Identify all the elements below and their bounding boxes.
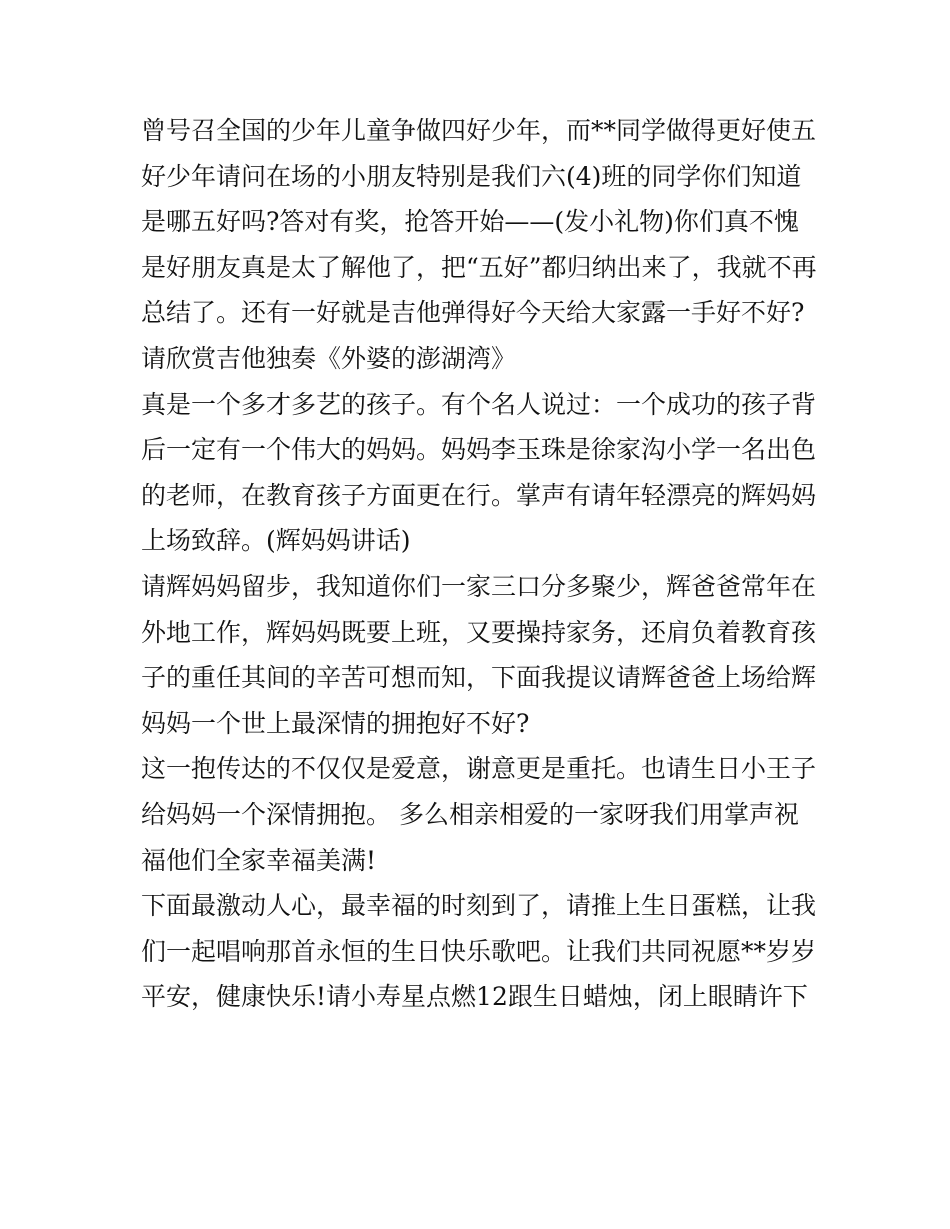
text-line: 请欣赏吉他独奏《外婆的澎湖湾》 — [141, 343, 517, 373]
text-line: 曾号召全国的少年儿童争做四好少年，而**同学做得更好使五 — [141, 116, 817, 145]
text-line: 是哪五好吗?答对有奖，抢答开始——(发小礼物)你们真不愧 — [141, 207, 799, 237]
text-line: 好少年请问在场的小朋友特别是我们六(4)班的同学你们知道 — [141, 161, 802, 191]
text-line: 下面最激动人心，最幸福的时刻到了，请推上生日蛋糕，让我 — [141, 891, 817, 921]
text-line: 子的重任其间的辛苦可想而知，下面我提议请辉爸爸上场给辉 — [141, 663, 817, 693]
body-text — [141, 108, 831, 1020]
text-line: 是好朋友真是太了解他了，把“五好”都归纳出来了，我就不再 — [141, 252, 817, 282]
text-line: 外地工作，辉妈妈既要上班，又要操持家务，还肩负着教育孩 — [141, 617, 817, 647]
text-line: 总结了。还有一好就是吉他弹得好今天给大家露一手好不好? — [141, 298, 805, 328]
text-line: 给妈妈一个深情拥抱。 多么相亲相爱的一家呀我们用掌声祝 — [141, 799, 799, 829]
text-line: 福他们全家幸福美满! — [141, 845, 377, 875]
text-line: 这一抱传达的不仅仅是爱意，谢意更是重托。也请生日小王子 — [141, 754, 817, 784]
text-line: 们一起唱响那首永恒的生日快乐歌吧。让我们共同祝愿**岁岁 — [141, 936, 817, 966]
text-line: 平安，健康快乐!请小寿星点燃12跟生日蜡烛，闭上眼睛许下 — [141, 982, 808, 1012]
text-line: 妈妈一个世上最深情的拥抱好不好? — [141, 708, 530, 738]
text-line: 后一定有一个伟大的妈妈。妈妈李玉珠是徐家沟小学一名出色 — [141, 435, 817, 465]
text-line: 真是一个多才多艺的孩子。有个名人说过：一个成功的孩子背 — [141, 389, 817, 419]
text-line: 的老师，在教育孩子方面更在行。掌声有请年轻漂亮的辉妈妈 — [141, 480, 817, 510]
text-line: 上场致辞。(辉妈妈讲话) — [141, 526, 411, 556]
text-line: 请辉妈妈留步，我知道你们一家三口分多聚少，辉爸爸常年在 — [141, 571, 817, 601]
